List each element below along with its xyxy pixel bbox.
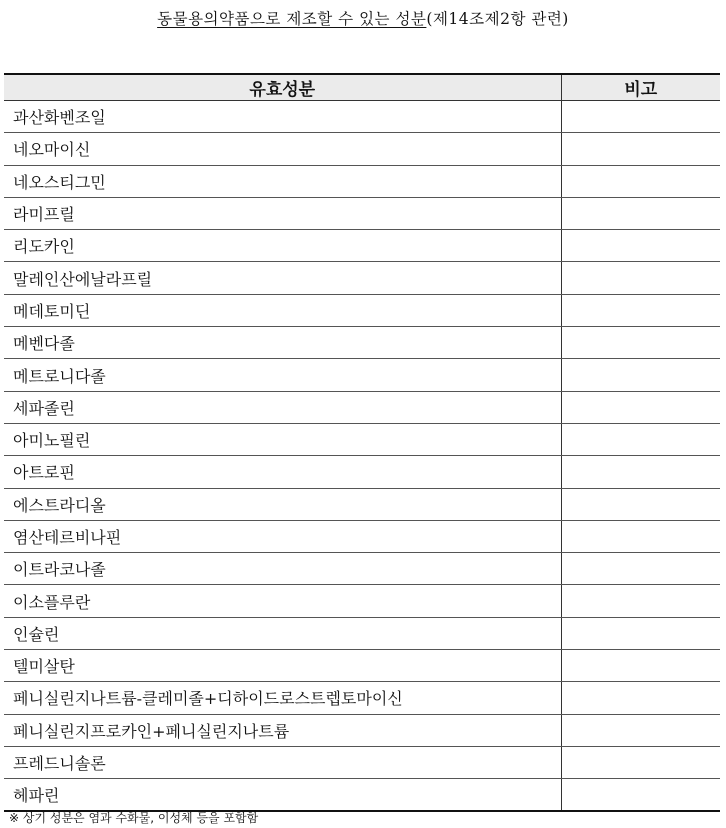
ingredient-cell: 아미노필린 [4,423,561,455]
table-row [4,553,720,585]
ingredient-cell: 염산테르비나핀 [4,520,561,552]
note-cell [561,133,720,165]
ingredient-cell: 페니실린지프로카인+페니실린지나트륨 [4,714,561,746]
ingredient-cell: 에스트라디올 [4,488,561,520]
note-cell [561,520,720,552]
ingredient-cell: 메벤다졸 [4,327,561,359]
ingredient-cell: 인슐린 [4,617,561,649]
ingredient-cell: 네오스티그민 [4,165,561,197]
ingredient-cell: 헤파린 [4,779,561,811]
table-row [4,746,720,778]
note-cell [561,101,720,133]
document-title [0,9,726,29]
ingredient-cell: 프레드니솔론 [4,746,561,778]
note-cell [561,617,720,649]
note-cell [561,165,720,197]
ingredient-cell: 텔미살탄 [4,650,561,682]
ingredient-cell: 아트로핀 [4,456,561,488]
table-row [4,262,720,294]
ingredient-table [4,73,720,812]
ingredient-cell: 과산화벤조일 [4,101,561,133]
ingredient-cell: 페니실린지나트륨-클레미졸+디하이드로스트렙토마이신 [4,682,561,714]
table-row [4,391,720,423]
table-row [4,520,720,552]
note-cell [561,746,720,778]
note-cell [561,294,720,326]
ingredient-cell: 말레인산에날라프릴 [4,262,561,294]
ingredient-cell: 네오마이신 [4,133,561,165]
ingredient-cell: 세파졸린 [4,391,561,423]
column-header-note: 비고 [561,74,720,101]
note-cell [561,327,720,359]
table-row [4,456,720,488]
note-cell [561,714,720,746]
note-cell [561,391,720,423]
note-cell [561,585,720,617]
note-cell [561,359,720,391]
table-row [4,294,720,326]
table-header-row [4,74,720,101]
column-header-ingredient: 유효성분 [4,74,561,101]
document-title-main: 동물용의약품으로 제조할 수 있는 성분 [157,10,427,28]
table-row [4,585,720,617]
document-title-reference: (제14조제2항 관련) [426,10,569,28]
ingredient-cell: 라미프릴 [4,197,561,229]
table-row [4,133,720,165]
table-row [4,101,720,133]
table-row [4,650,720,682]
table-row [4,359,720,391]
table-row [4,327,720,359]
table-row [4,714,720,746]
table-row [4,682,720,714]
table-row [4,230,720,262]
note-cell [561,423,720,455]
footnote: ※ 상기 성분은 염과 수화물, 이성체 등을 포함함 [9,811,259,825]
table-row [4,423,720,455]
table-row [4,779,720,811]
note-cell [561,456,720,488]
ingredient-cell: 메트로니다졸 [4,359,561,391]
table-row [4,165,720,197]
ingredient-cell: 이소플루란 [4,585,561,617]
ingredient-cell: 이트라코나졸 [4,553,561,585]
note-cell [561,553,720,585]
ingredient-cell: 메데토미딘 [4,294,561,326]
note-cell [561,230,720,262]
note-cell [561,650,720,682]
note-cell [561,779,720,811]
table-row [4,197,720,229]
note-cell [561,682,720,714]
note-cell [561,197,720,229]
table-row [4,617,720,649]
note-cell [561,488,720,520]
note-cell [561,262,720,294]
table-row [4,488,720,520]
ingredient-cell: 리도카인 [4,230,561,262]
